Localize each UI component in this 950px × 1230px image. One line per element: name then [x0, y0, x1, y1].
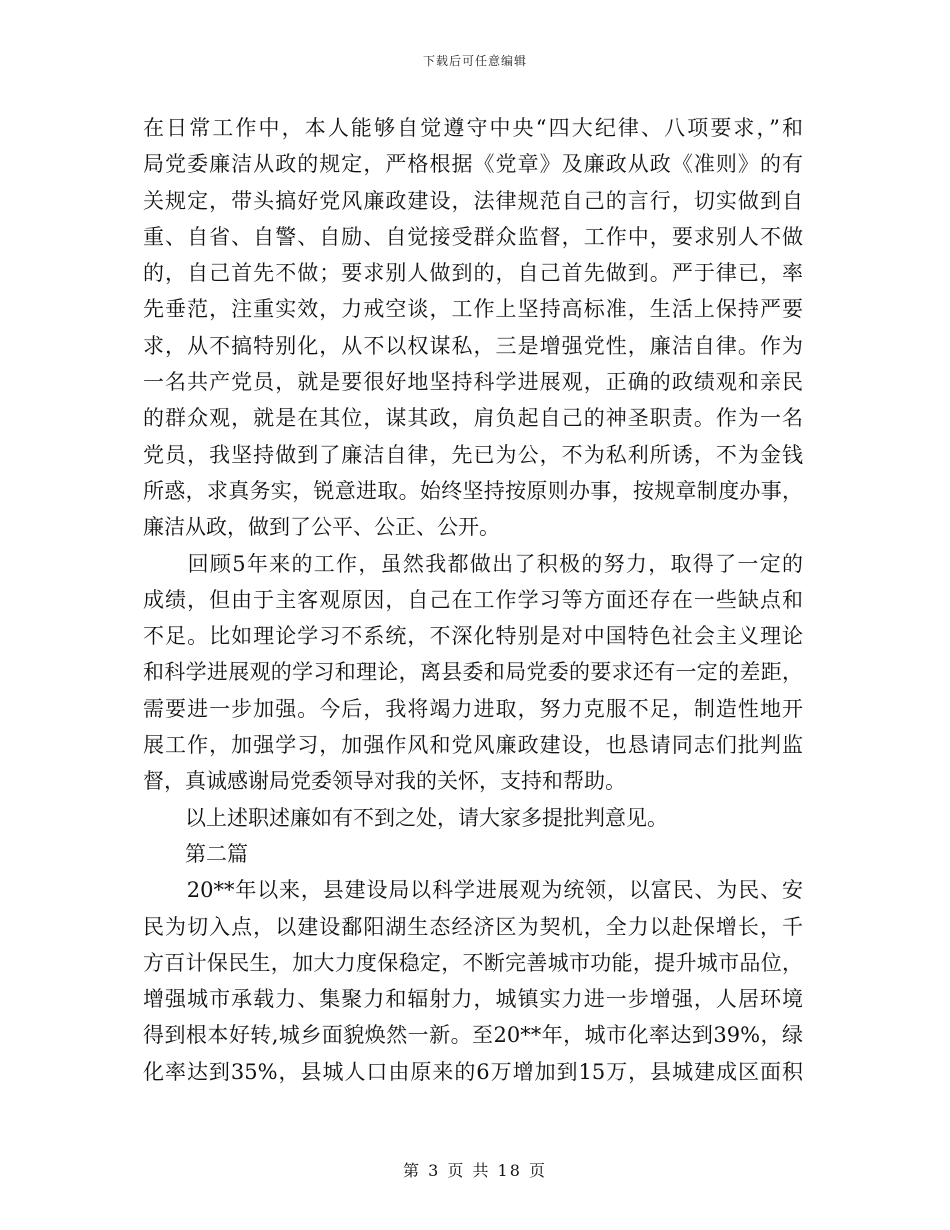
text-line: 廉洁从政，做到了公平、公正、公开。: [143, 515, 500, 540]
page-number-footer: 第 3 页 共 18 页: [403, 1161, 547, 1180]
text-line: 求，从不搞特别化，从不以权谋私，三是增强党性，廉洁自律。作为: [143, 333, 803, 358]
text-line: 局党委廉洁从政的规定，严格根据《党章》及廉政从政《准则》的有: [143, 152, 803, 177]
text-line: 所惑，求真务实，锐意进取。始终坚持按原则办事，按规章制度办事，: [143, 478, 803, 503]
text-line: 化率达到35%，县城人口由原来的6万增加到15万，县城建成区面积: [143, 1059, 803, 1084]
text-line: 回顾5年来的工作，虽然我都做出了积极的努力，取得了一定的: [143, 551, 803, 576]
text-line: 民为切入点，以建设鄱阳湖生态经济区为契机，全力以赴保增长，千: [143, 914, 803, 939]
text-line: 督，真诚感谢局党委领导对我的关怀，支持和帮助。: [143, 769, 626, 794]
text-line: 方百计保民生，加大力度保稳定，不断完善城市功能，提升城市品位，: [143, 950, 803, 975]
text-line: 一名共产党员，就是要很好地坚持科学进展观，正确的政绩观和亲民: [143, 370, 803, 395]
text-line: 以上述职述廉如有不到之处，请大家多提批判意见。: [143, 805, 668, 830]
text-line: 关规定，带头搞好党风廉政建设，法律规范自己的言行，切实做到自: [143, 188, 803, 213]
text-line: 重、自省、自警、自励、自觉接受群众监督，工作中，要求别人不做: [143, 224, 803, 249]
page-header: 下载后可任意编辑: [422, 54, 527, 68]
text-line: 展工作，加强学习，加强作风和党风廉政建设，也恳请同志们批判监: [143, 733, 803, 758]
text-line: 党员，我坚持做到了廉洁自律，先已为公，不为私利所诱，不为金钱: [143, 442, 803, 467]
text-line: 20**年以来，县建设局以科学进展观为统领，以富民、为民、安: [143, 878, 803, 903]
text-line: 的，自己首先不做；要求别人做到的，自己首先做到。严于律已，率: [143, 261, 803, 286]
text-line: 先垂范，注重实效，力戒空谈，工作上坚持高标准，生活上保持严要: [143, 297, 803, 322]
document-body: [143, 110, 803, 1090]
text-line: 需要进一步加强。今后，我将竭力进取，努力克服不足，制造性地开: [143, 696, 803, 721]
text-line: 在日常工作中，本人能够自觉遵守中央“四大纪律、八项要求，”和: [143, 116, 803, 140]
text-line: 的群众观，就是在其位，谋其政，肩负起自己的神圣职责。作为一名: [143, 406, 803, 431]
section-heading: 第二篇: [143, 841, 248, 866]
text-line: 不足。比如理论学习不系统，不深化特别是对中国特色社会主义理论: [143, 624, 803, 649]
text-line: 增强城市承载力、集聚力和辐射力，城镇实力进一步增强，人居环境: [143, 987, 803, 1012]
text-line: 得到根本好转,城乡面貌焕然一新。至20**年，城市化率达到39%，绿: [143, 1023, 803, 1048]
text-line: 和科学进展观的学习和理论，离县委和局党委的要求还有一定的差距，: [143, 660, 803, 685]
text-line: 成绩，但由于主客观原因，自己在工作学习等方面还存在一些缺点和: [143, 587, 803, 612]
